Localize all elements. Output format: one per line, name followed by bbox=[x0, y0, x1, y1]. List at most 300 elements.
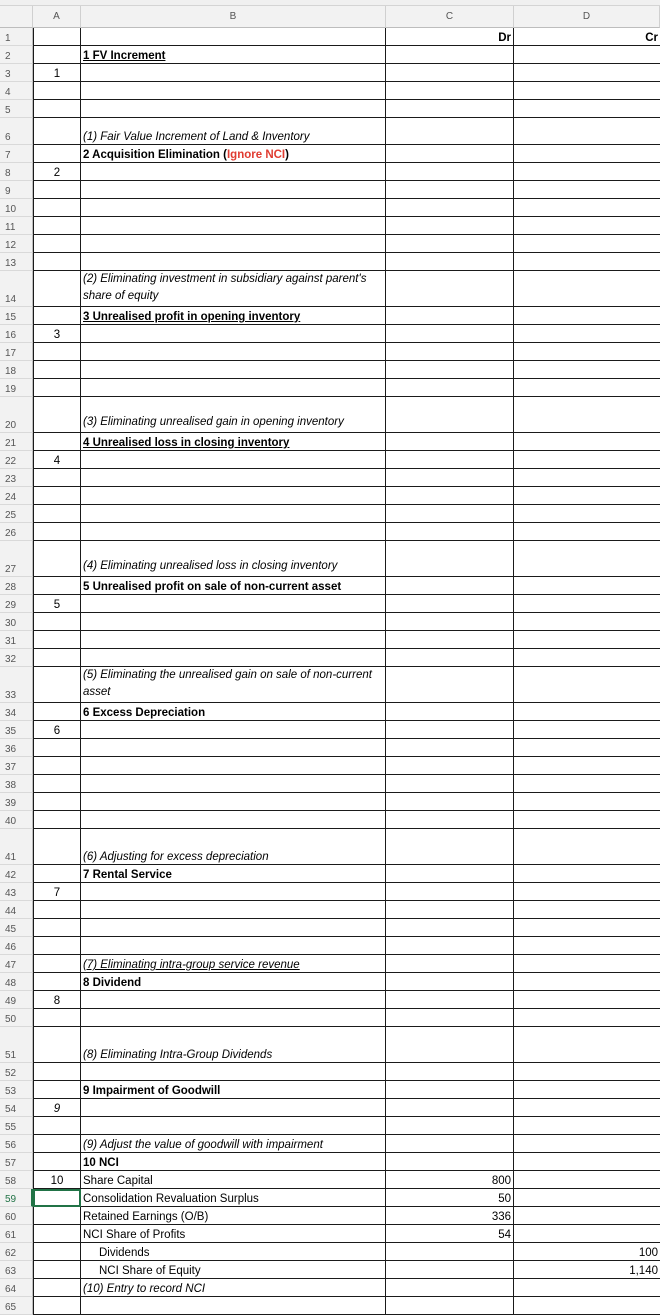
cell-c[interactable] bbox=[386, 253, 514, 271]
row-header[interactable]: 3 bbox=[0, 64, 33, 82]
cell-d[interactable] bbox=[514, 100, 660, 118]
cell-c[interactable] bbox=[386, 811, 514, 829]
cell-c[interactable] bbox=[386, 667, 514, 703]
cell-a[interactable] bbox=[33, 235, 81, 253]
cell-b[interactable] bbox=[81, 721, 386, 739]
cell-a[interactable] bbox=[33, 973, 81, 991]
cell-b[interactable]: (4) Eliminating unrealised loss in closing inventory bbox=[81, 541, 386, 577]
cell-d[interactable] bbox=[514, 163, 660, 181]
cell-c[interactable]: 336 bbox=[386, 1207, 514, 1225]
cell-c[interactable] bbox=[386, 505, 514, 523]
row-header[interactable]: 54 bbox=[0, 1099, 33, 1117]
cell-d[interactable] bbox=[514, 145, 660, 163]
cell-a[interactable] bbox=[33, 217, 81, 235]
row-header[interactable]: 16 bbox=[0, 325, 33, 343]
cell-a[interactable] bbox=[33, 118, 81, 145]
cell-a[interactable] bbox=[33, 937, 81, 955]
cell-b[interactable] bbox=[81, 28, 386, 46]
cell-a[interactable] bbox=[33, 1027, 81, 1063]
cell-a[interactable] bbox=[33, 433, 81, 451]
cell-b[interactable] bbox=[81, 199, 386, 217]
cell-a[interactable] bbox=[33, 1189, 81, 1207]
select-all-corner[interactable] bbox=[0, 6, 33, 28]
cell-a[interactable] bbox=[33, 577, 81, 595]
cell-c[interactable] bbox=[386, 1009, 514, 1027]
cell-c[interactable] bbox=[386, 325, 514, 343]
cell-b[interactable]: 7 Rental Service bbox=[81, 865, 386, 883]
cell-b[interactable]: NCI Share of Equity bbox=[81, 1261, 386, 1279]
cell-a[interactable] bbox=[33, 541, 81, 577]
cell-c[interactable] bbox=[386, 100, 514, 118]
cell-d[interactable] bbox=[514, 487, 660, 505]
row-header[interactable]: 52 bbox=[0, 1063, 33, 1081]
cell-c[interactable] bbox=[386, 703, 514, 721]
row-header[interactable]: 24 bbox=[0, 487, 33, 505]
row-header[interactable]: 38 bbox=[0, 775, 33, 793]
cell-d[interactable] bbox=[514, 793, 660, 811]
cell-b[interactable] bbox=[81, 253, 386, 271]
cell-b[interactable] bbox=[81, 325, 386, 343]
cell-c[interactable]: Dr bbox=[386, 28, 514, 46]
cell-c[interactable] bbox=[386, 631, 514, 649]
cell-b[interactable]: 6 Excess Depreciation bbox=[81, 703, 386, 721]
row-header[interactable]: 58 bbox=[0, 1171, 33, 1189]
cell-c[interactable] bbox=[386, 793, 514, 811]
cell-c[interactable] bbox=[386, 343, 514, 361]
cell-c[interactable] bbox=[386, 577, 514, 595]
row-header[interactable]: 12 bbox=[0, 235, 33, 253]
cell-a[interactable] bbox=[33, 793, 81, 811]
cell-d[interactable] bbox=[514, 577, 660, 595]
row-header[interactable]: 5 bbox=[0, 100, 33, 118]
cell-d[interactable] bbox=[514, 991, 660, 1009]
cell-b[interactable] bbox=[81, 937, 386, 955]
cell-a[interactable] bbox=[33, 523, 81, 541]
row-header[interactable]: 13 bbox=[0, 253, 33, 271]
cell-d[interactable] bbox=[514, 1063, 660, 1081]
cell-b[interactable]: Consolidation Revaluation Surplus bbox=[81, 1189, 386, 1207]
cell-a[interactable]: 8 bbox=[33, 991, 81, 1009]
row-header[interactable]: 30 bbox=[0, 613, 33, 631]
cell-a[interactable] bbox=[33, 28, 81, 46]
cell-b[interactable]: (9) Adjust the value of goodwill with impairment bbox=[81, 1135, 386, 1153]
row-header[interactable]: 39 bbox=[0, 793, 33, 811]
cell-a[interactable] bbox=[33, 145, 81, 163]
cell-d[interactable] bbox=[514, 1297, 660, 1315]
cell-a[interactable] bbox=[33, 253, 81, 271]
cell-b[interactable] bbox=[81, 613, 386, 631]
cell-b[interactable] bbox=[81, 343, 386, 361]
cell-c[interactable]: 54 bbox=[386, 1225, 514, 1243]
cell-a[interactable]: 10 bbox=[33, 1171, 81, 1189]
cell-c[interactable] bbox=[386, 271, 514, 307]
cell-c[interactable] bbox=[386, 595, 514, 613]
cell-b[interactable] bbox=[81, 181, 386, 199]
cell-d[interactable] bbox=[514, 1207, 660, 1225]
cell-b[interactable] bbox=[81, 217, 386, 235]
cell-a[interactable]: 3 bbox=[33, 325, 81, 343]
cell-d[interactable] bbox=[514, 505, 660, 523]
cell-c[interactable] bbox=[386, 145, 514, 163]
cell-b[interactable]: 3 Unrealised profit in opening inventory bbox=[81, 307, 386, 325]
row-header[interactable]: 20 bbox=[0, 397, 33, 433]
cell-c[interactable] bbox=[386, 613, 514, 631]
column-header-b[interactable]: B bbox=[81, 6, 386, 28]
column-header-a[interactable]: A bbox=[33, 6, 81, 28]
cell-c[interactable] bbox=[386, 199, 514, 217]
cell-a[interactable] bbox=[33, 1063, 81, 1081]
row-header[interactable]: 63 bbox=[0, 1261, 33, 1279]
row-header[interactable]: 29 bbox=[0, 595, 33, 613]
cell-a[interactable] bbox=[33, 1225, 81, 1243]
cell-d[interactable] bbox=[514, 739, 660, 757]
cell-a[interactable]: 9 bbox=[33, 1099, 81, 1117]
row-header[interactable]: 34 bbox=[0, 703, 33, 721]
row-header[interactable]: 36 bbox=[0, 739, 33, 757]
cell-b[interactable] bbox=[81, 487, 386, 505]
cell-d[interactable] bbox=[514, 1225, 660, 1243]
cell-c[interactable] bbox=[386, 829, 514, 865]
cell-b[interactable] bbox=[81, 1009, 386, 1027]
cell-a[interactable] bbox=[33, 46, 81, 64]
cell-a[interactable] bbox=[33, 505, 81, 523]
row-header[interactable]: 51 bbox=[0, 1027, 33, 1063]
cell-b[interactable] bbox=[81, 595, 386, 613]
cell-a[interactable] bbox=[33, 487, 81, 505]
row-header[interactable]: 42 bbox=[0, 865, 33, 883]
cell-c[interactable] bbox=[386, 307, 514, 325]
cell-c[interactable] bbox=[386, 757, 514, 775]
cell-a[interactable] bbox=[33, 829, 81, 865]
cell-d[interactable]: Cr bbox=[514, 28, 660, 46]
cell-a[interactable] bbox=[33, 1243, 81, 1261]
cell-d[interactable] bbox=[514, 235, 660, 253]
cell-b[interactable] bbox=[81, 649, 386, 667]
cell-d[interactable] bbox=[514, 721, 660, 739]
row-header[interactable]: 9 bbox=[0, 181, 33, 199]
cell-c[interactable] bbox=[386, 523, 514, 541]
cell-c[interactable] bbox=[386, 865, 514, 883]
cell-d[interactable] bbox=[514, 1153, 660, 1171]
row-header[interactable]: 40 bbox=[0, 811, 33, 829]
cell-a[interactable] bbox=[33, 181, 81, 199]
cell-a[interactable] bbox=[33, 955, 81, 973]
cell-a[interactable] bbox=[33, 631, 81, 649]
cell-b[interactable]: 9 Impairment of Goodwill bbox=[81, 1081, 386, 1099]
cell-d[interactable] bbox=[514, 253, 660, 271]
cell-d[interactable] bbox=[514, 1081, 660, 1099]
cell-c[interactable] bbox=[386, 217, 514, 235]
cell-d[interactable] bbox=[514, 397, 660, 433]
cell-b[interactable]: Retained Earnings (O/B) bbox=[81, 1207, 386, 1225]
cell-d[interactable] bbox=[514, 541, 660, 577]
cell-b[interactable] bbox=[81, 145, 386, 163]
cell-d[interactable] bbox=[514, 217, 660, 235]
cell-b[interactable] bbox=[81, 523, 386, 541]
cell-d[interactable] bbox=[514, 955, 660, 973]
cell-d[interactable] bbox=[514, 199, 660, 217]
cell-c[interactable] bbox=[386, 82, 514, 100]
cell-d[interactable] bbox=[514, 343, 660, 361]
cell-b[interactable]: (6) Adjusting for excess depreciation bbox=[81, 829, 386, 865]
row-header[interactable]: 18 bbox=[0, 361, 33, 379]
cell-d[interactable] bbox=[514, 775, 660, 793]
cell-d[interactable] bbox=[514, 757, 660, 775]
cell-a[interactable] bbox=[33, 613, 81, 631]
cell-b[interactable] bbox=[81, 1117, 386, 1135]
row-header[interactable]: 2 bbox=[0, 46, 33, 64]
cell-d[interactable] bbox=[514, 1135, 660, 1153]
cell-c[interactable] bbox=[386, 541, 514, 577]
cell-d[interactable] bbox=[514, 469, 660, 487]
cell-a[interactable] bbox=[33, 1153, 81, 1171]
row-header[interactable]: 33 bbox=[0, 667, 33, 703]
cell-b[interactable]: 10 NCI bbox=[81, 1153, 386, 1171]
cell-a[interactable]: 5 bbox=[33, 595, 81, 613]
cell-d[interactable] bbox=[514, 883, 660, 901]
cell-b[interactable] bbox=[81, 739, 386, 757]
column-header-d[interactable]: D bbox=[514, 6, 660, 28]
cell-b[interactable] bbox=[81, 631, 386, 649]
cell-b[interactable]: NCI Share of Profits bbox=[81, 1225, 386, 1243]
cell-c[interactable] bbox=[386, 1135, 514, 1153]
cell-c[interactable] bbox=[386, 919, 514, 937]
cell-c[interactable] bbox=[386, 451, 514, 469]
cell-b[interactable]: (2) Eliminating investment in subsidiary against parent's share of equity bbox=[81, 271, 386, 307]
cell-b[interactable]: Share Capital bbox=[81, 1171, 386, 1189]
cell-c[interactable] bbox=[386, 46, 514, 64]
cell-d[interactable] bbox=[514, 865, 660, 883]
cell-c[interactable] bbox=[386, 901, 514, 919]
cell-d[interactable] bbox=[514, 433, 660, 451]
cell-c[interactable] bbox=[386, 379, 514, 397]
cell-c[interactable] bbox=[386, 883, 514, 901]
row-header[interactable]: 59 bbox=[0, 1189, 33, 1207]
cell-b[interactable] bbox=[81, 82, 386, 100]
row-header[interactable]: 6 bbox=[0, 118, 33, 145]
cell-d[interactable] bbox=[514, 1279, 660, 1297]
cell-d[interactable] bbox=[514, 811, 660, 829]
cell-c[interactable] bbox=[386, 397, 514, 433]
row-header[interactable]: 28 bbox=[0, 577, 33, 595]
cell-b[interactable] bbox=[81, 1063, 386, 1081]
cell-a[interactable] bbox=[33, 901, 81, 919]
cell-c[interactable]: 800 bbox=[386, 1171, 514, 1189]
cell-d[interactable] bbox=[514, 595, 660, 613]
cell-a[interactable] bbox=[33, 811, 81, 829]
row-header[interactable]: 37 bbox=[0, 757, 33, 775]
cell-a[interactable] bbox=[33, 1135, 81, 1153]
cell-b[interactable] bbox=[81, 469, 386, 487]
cell-a[interactable] bbox=[33, 919, 81, 937]
row-header[interactable]: 47 bbox=[0, 955, 33, 973]
row-header[interactable]: 53 bbox=[0, 1081, 33, 1099]
row-header[interactable]: 60 bbox=[0, 1207, 33, 1225]
cell-d[interactable] bbox=[514, 523, 660, 541]
cell-b[interactable] bbox=[81, 100, 386, 118]
row-header[interactable]: 26 bbox=[0, 523, 33, 541]
cell-a[interactable] bbox=[33, 397, 81, 433]
cell-d[interactable]: 1,140 bbox=[514, 1261, 660, 1279]
cell-d[interactable] bbox=[514, 649, 660, 667]
cell-b[interactable] bbox=[81, 1297, 386, 1315]
row-header[interactable]: 10 bbox=[0, 199, 33, 217]
cell-d[interactable] bbox=[514, 271, 660, 307]
row-header[interactable]: 64 bbox=[0, 1279, 33, 1297]
cell-d[interactable]: 100 bbox=[514, 1243, 660, 1261]
cell-d[interactable] bbox=[514, 307, 660, 325]
cell-c[interactable] bbox=[386, 433, 514, 451]
cell-d[interactable] bbox=[514, 829, 660, 865]
cell-a[interactable] bbox=[33, 271, 81, 307]
cell-a[interactable]: 1 bbox=[33, 64, 81, 82]
cell-c[interactable] bbox=[386, 1243, 514, 1261]
cell-d[interactable] bbox=[514, 631, 660, 649]
row-header[interactable]: 1 bbox=[0, 28, 33, 46]
cell-a[interactable] bbox=[33, 1261, 81, 1279]
row-header[interactable]: 48 bbox=[0, 973, 33, 991]
cell-b[interactable] bbox=[81, 901, 386, 919]
cell-a[interactable] bbox=[33, 757, 81, 775]
cell-c[interactable] bbox=[386, 1081, 514, 1099]
cell-c[interactable] bbox=[386, 1279, 514, 1297]
cell-c[interactable] bbox=[386, 235, 514, 253]
row-header[interactable]: 27 bbox=[0, 541, 33, 577]
cell-d[interactable] bbox=[514, 46, 660, 64]
cell-d[interactable] bbox=[514, 1171, 660, 1189]
row-header[interactable]: 23 bbox=[0, 469, 33, 487]
row-header[interactable]: 21 bbox=[0, 433, 33, 451]
cell-a[interactable] bbox=[33, 703, 81, 721]
cell-b[interactable]: 4 Unrealised loss in closing inventory bbox=[81, 433, 386, 451]
cell-a[interactable] bbox=[33, 100, 81, 118]
cell-d[interactable] bbox=[514, 118, 660, 145]
cell-c[interactable] bbox=[386, 1117, 514, 1135]
cell-b[interactable]: Dividends bbox=[81, 1243, 386, 1261]
cell-c[interactable] bbox=[386, 361, 514, 379]
cell-a[interactable] bbox=[33, 739, 81, 757]
cell-d[interactable] bbox=[514, 379, 660, 397]
row-header[interactable]: 4 bbox=[0, 82, 33, 100]
cell-b[interactable] bbox=[81, 235, 386, 253]
cell-b[interactable] bbox=[81, 919, 386, 937]
cell-a[interactable] bbox=[33, 775, 81, 793]
cell-d[interactable] bbox=[514, 973, 660, 991]
cell-c[interactable] bbox=[386, 1099, 514, 1117]
cell-d[interactable] bbox=[514, 325, 660, 343]
cell-d[interactable] bbox=[514, 361, 660, 379]
cell-b[interactable]: 8 Dividend bbox=[81, 973, 386, 991]
cell-a[interactable] bbox=[33, 1009, 81, 1027]
cell-c[interactable] bbox=[386, 991, 514, 1009]
cell-c[interactable] bbox=[386, 163, 514, 181]
cell-a[interactable]: 2 bbox=[33, 163, 81, 181]
row-header[interactable]: 7 bbox=[0, 145, 33, 163]
row-header[interactable]: 46 bbox=[0, 937, 33, 955]
cell-a[interactable] bbox=[33, 1117, 81, 1135]
cell-b[interactable]: 5 Unrealised profit on sale of non-current asset bbox=[81, 577, 386, 595]
cell-c[interactable] bbox=[386, 469, 514, 487]
cell-d[interactable] bbox=[514, 919, 660, 937]
cell-c[interactable] bbox=[386, 1297, 514, 1315]
cell-a[interactable] bbox=[33, 1207, 81, 1225]
row-header[interactable]: 65 bbox=[0, 1297, 33, 1315]
cell-c[interactable] bbox=[386, 181, 514, 199]
cell-d[interactable] bbox=[514, 613, 660, 631]
row-header[interactable]: 14 bbox=[0, 271, 33, 307]
cell-b[interactable]: (10) Entry to record NCI bbox=[81, 1279, 386, 1297]
cell-a[interactable] bbox=[33, 1081, 81, 1099]
cell-b[interactable] bbox=[81, 811, 386, 829]
cell-d[interactable] bbox=[514, 1099, 660, 1117]
cell-d[interactable] bbox=[514, 901, 660, 919]
row-header[interactable]: 19 bbox=[0, 379, 33, 397]
cell-c[interactable]: 50 bbox=[386, 1189, 514, 1207]
row-header[interactable]: 44 bbox=[0, 901, 33, 919]
cell-d[interactable] bbox=[514, 64, 660, 82]
cell-a[interactable]: 7 bbox=[33, 883, 81, 901]
cell-c[interactable] bbox=[386, 1153, 514, 1171]
cell-b[interactable] bbox=[81, 883, 386, 901]
cell-a[interactable]: 4 bbox=[33, 451, 81, 469]
row-header[interactable]: 62 bbox=[0, 1243, 33, 1261]
row-header[interactable]: 41 bbox=[0, 829, 33, 865]
cell-b[interactable]: (3) Eliminating unrealised gain in opening inventory bbox=[81, 397, 386, 433]
cell-c[interactable] bbox=[386, 649, 514, 667]
cell-c[interactable] bbox=[386, 1261, 514, 1279]
cell-a[interactable] bbox=[33, 667, 81, 703]
cell-c[interactable] bbox=[386, 1027, 514, 1063]
cell-b[interactable]: (8) Eliminating Intra-Group Dividends bbox=[81, 1027, 386, 1063]
cell-c[interactable] bbox=[386, 937, 514, 955]
cell-a[interactable] bbox=[33, 343, 81, 361]
cell-b[interactable]: (7) Eliminating intra-group service revenue bbox=[81, 955, 386, 973]
row-header[interactable]: 31 bbox=[0, 631, 33, 649]
row-header[interactable]: 49 bbox=[0, 991, 33, 1009]
cell-d[interactable] bbox=[514, 1009, 660, 1027]
cell-c[interactable] bbox=[386, 1063, 514, 1081]
row-header[interactable]: 45 bbox=[0, 919, 33, 937]
cell-c[interactable] bbox=[386, 955, 514, 973]
cell-c[interactable] bbox=[386, 775, 514, 793]
cell-d[interactable] bbox=[514, 1027, 660, 1063]
cell-c[interactable] bbox=[386, 739, 514, 757]
cell-c[interactable] bbox=[386, 487, 514, 505]
cell-a[interactable] bbox=[33, 1297, 81, 1315]
cell-a[interactable]: 6 bbox=[33, 721, 81, 739]
cell-a[interactable] bbox=[33, 865, 81, 883]
row-header[interactable]: 25 bbox=[0, 505, 33, 523]
cell-a[interactable] bbox=[33, 469, 81, 487]
cell-a[interactable] bbox=[33, 379, 81, 397]
cell-b[interactable] bbox=[81, 505, 386, 523]
cell-d[interactable] bbox=[514, 703, 660, 721]
cell-b[interactable]: (5) Eliminating the unrealised gain on sale of non-current asset bbox=[81, 667, 386, 703]
cell-d[interactable] bbox=[514, 451, 660, 469]
row-header[interactable]: 43 bbox=[0, 883, 33, 901]
row-header[interactable]: 15 bbox=[0, 307, 33, 325]
row-header[interactable]: 22 bbox=[0, 451, 33, 469]
cell-a[interactable] bbox=[33, 1279, 81, 1297]
row-header[interactable]: 8 bbox=[0, 163, 33, 181]
row-header[interactable]: 57 bbox=[0, 1153, 33, 1171]
cell-a[interactable] bbox=[33, 199, 81, 217]
cell-b[interactable]: (1) Fair Value Increment of Land & Inventory bbox=[81, 118, 386, 145]
cell-b[interactable]: 1 FV Increment bbox=[81, 46, 386, 64]
cell-b[interactable] bbox=[81, 991, 386, 1009]
cell-d[interactable] bbox=[514, 1189, 660, 1207]
cell-d[interactable] bbox=[514, 1117, 660, 1135]
